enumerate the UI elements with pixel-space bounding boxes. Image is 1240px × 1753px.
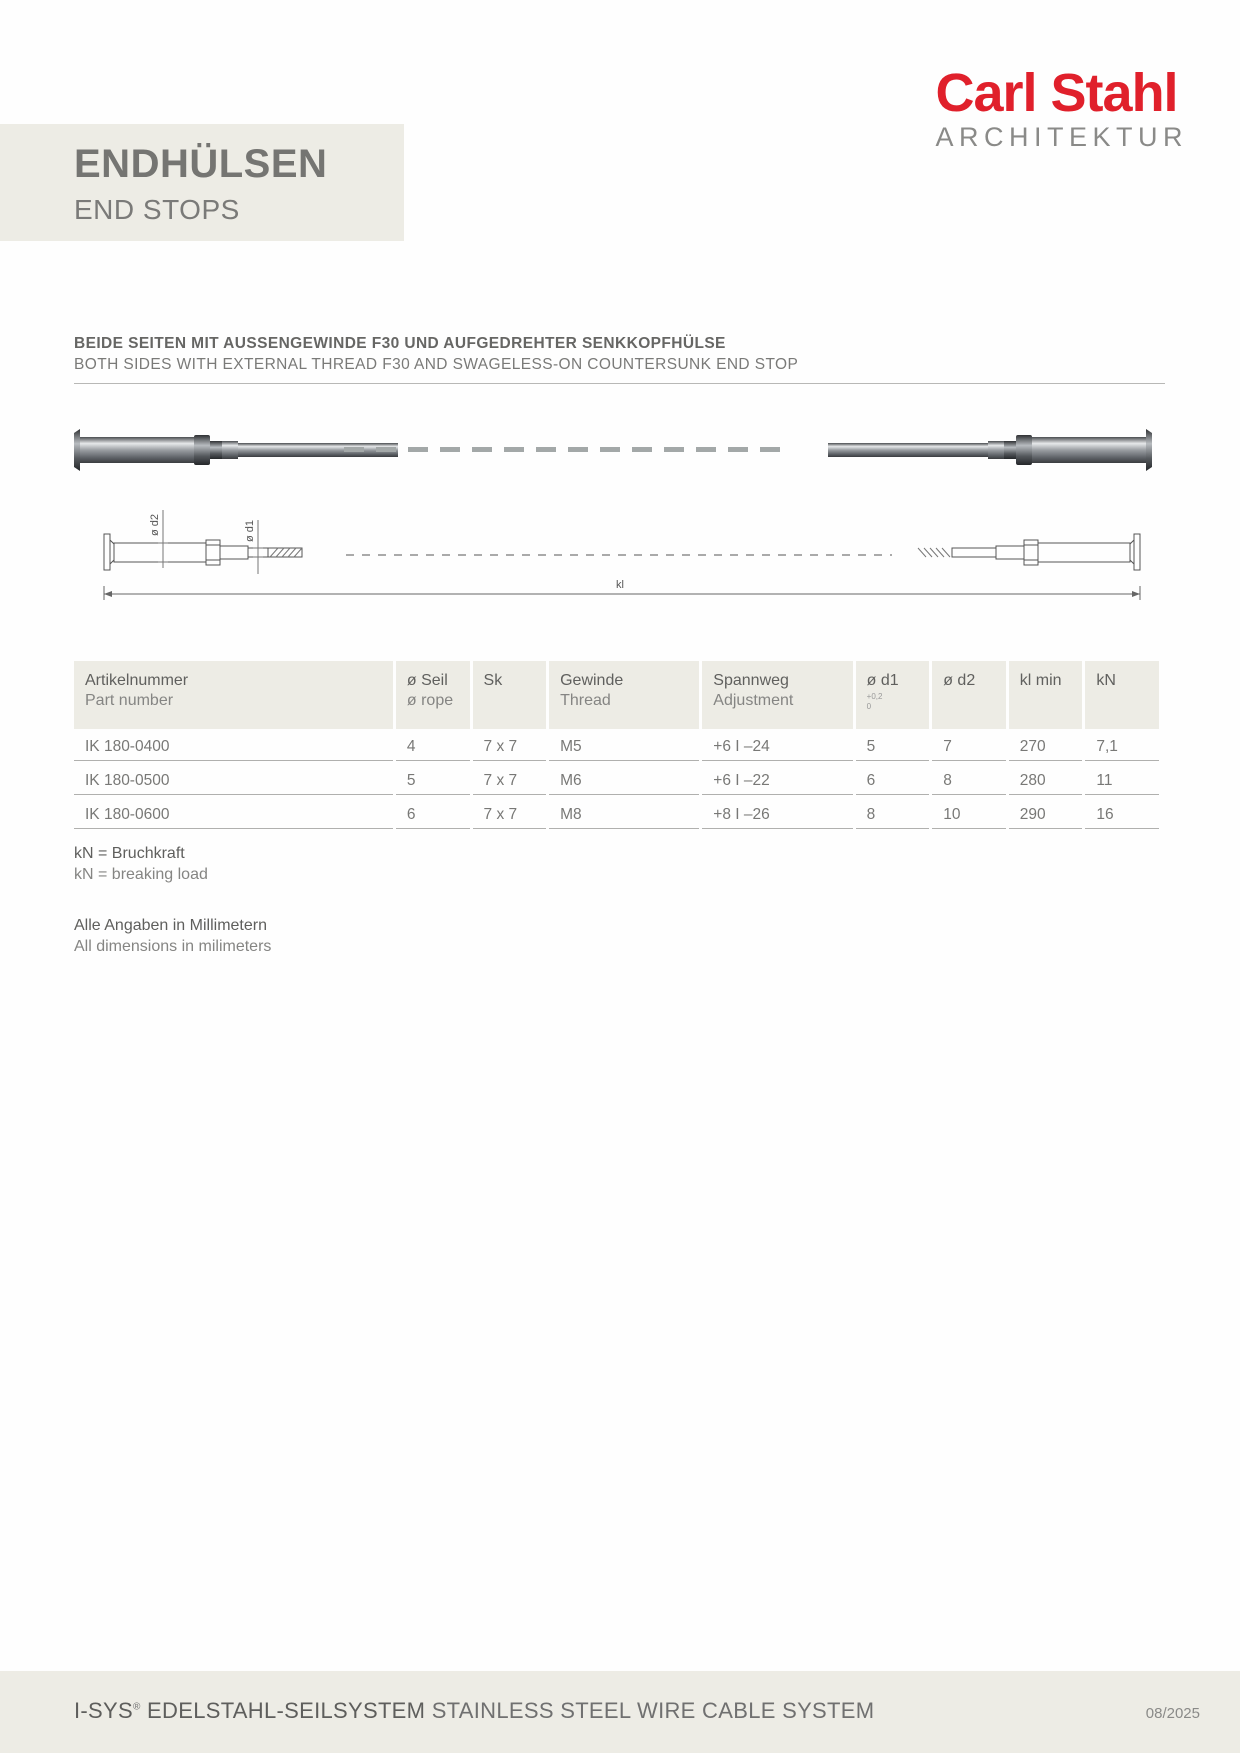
footer: [0, 1671, 1240, 1753]
cell-thread: M5: [549, 729, 699, 761]
col-header-rope: ø Seil ø rope: [396, 661, 470, 729]
cell-part-number: IK 180-0400: [74, 729, 393, 761]
cell-thread: M6: [549, 761, 699, 795]
footer-product-de: EDELSTAHL-SEILSYSTEM: [140, 1698, 426, 1723]
cell-d2: 8: [932, 761, 1006, 795]
col-header-kn: kN: [1085, 661, 1159, 729]
divider: [74, 383, 1165, 384]
title-panel: [0, 124, 404, 241]
brand-logo: [935, 63, 1188, 152]
note-dim-de: Alle Angaben in Millimetern: [74, 917, 267, 934]
spec-table: [71, 661, 1162, 829]
table-row: [74, 795, 1159, 829]
dim-kl-label: kl: [616, 579, 624, 591]
cell-rope: 4: [396, 729, 470, 761]
cell-rope: 5: [396, 761, 470, 795]
logo-brand: Carl Stahl: [935, 63, 1178, 123]
col-header-kl-min: kl min: [1009, 661, 1083, 729]
cell-adjustment: +6 I –22: [702, 761, 852, 795]
cell-kn: 11: [1085, 761, 1159, 795]
cell-d2: 7: [932, 729, 1006, 761]
page-subtitle: END STOPS: [74, 194, 240, 225]
footer-product-en: STAINLESS STEEL WIRE CABLE SYSTEM: [425, 1698, 875, 1723]
logo-subtitle: ARCHITEKTUR: [935, 122, 1188, 152]
cell-d2: 10: [932, 795, 1006, 829]
cell-part-number: IK 180-0500: [74, 761, 393, 795]
cell-sk: 7 x 7: [473, 761, 547, 795]
table-row: [74, 761, 1159, 795]
cell-d1: 8: [856, 795, 930, 829]
cell-thread: M8: [549, 795, 699, 829]
cell-kl-min: 290: [1009, 795, 1083, 829]
product-photo: [74, 425, 1166, 475]
dim-d2-label: ø d2: [149, 513, 161, 536]
technical-drawing: [100, 500, 1144, 610]
col-header-adjustment: Spannweg Adjustment: [702, 661, 852, 729]
section-heading: [74, 335, 1165, 374]
col-header-d2: ø d2: [932, 661, 1006, 729]
footer-date: 08/2025: [1145, 1705, 1200, 1722]
cell-kn: 16: [1085, 795, 1159, 829]
cell-d1: 6: [856, 761, 930, 795]
col-header-part-number: Artikelnummer Part number: [74, 661, 393, 729]
cell-adjustment: +8 I –26: [702, 795, 852, 829]
col-header-thread: Gewinde Thread: [549, 661, 699, 729]
cell-part-number: IK 180-0600: [74, 795, 393, 829]
table-header-row: [74, 661, 1159, 729]
note-kn-de: kN = Bruchkraft: [74, 845, 185, 862]
notes: [74, 843, 271, 957]
cell-sk: 7 x 7: [473, 729, 547, 761]
cell-d1: 5: [856, 729, 930, 761]
table-row: [74, 729, 1159, 761]
section-heading-de: BEIDE SEITEN MIT AUSSENGEWINDE F30 UND AUFGEDREHTER SENKKOPFHÜLSE: [74, 335, 726, 352]
footer-registered: ®: [132, 1701, 141, 1713]
col-header-sk: Sk: [473, 661, 547, 729]
note-dim-en: All dimensions in milimeters: [74, 938, 272, 955]
note-kn-en: kN = breaking load: [74, 866, 208, 883]
cell-kl-min: 270: [1009, 729, 1083, 761]
page-title: ENDHÜLSEN: [74, 142, 328, 186]
section-heading-en: BOTH SIDES WITH EXTERNAL THREAD F30 AND SWAGELESS-ON COUNTERSUNK END STOP: [74, 356, 799, 373]
cell-adjustment: +6 I –24: [702, 729, 852, 761]
footer-brand: I-SYS: [74, 1698, 133, 1723]
footer-title: [74, 1698, 874, 1724]
cell-kn: 7,1: [1085, 729, 1159, 761]
col-header-d1: ø d1 +0,2 0: [856, 661, 930, 729]
dim-d1-label: ø d1: [244, 519, 256, 542]
cell-sk: 7 x 7: [473, 795, 547, 829]
cell-rope: 6: [396, 795, 470, 829]
cell-kl-min: 280: [1009, 761, 1083, 795]
